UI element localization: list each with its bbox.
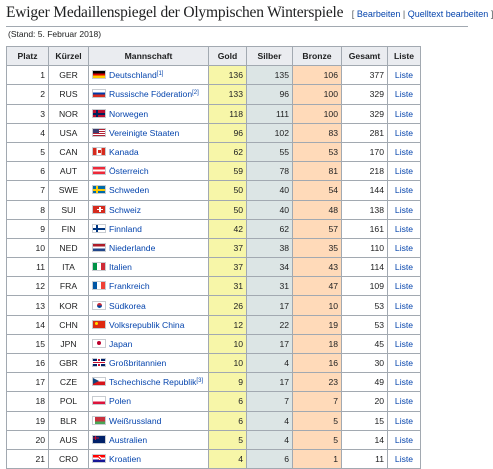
total-cell: 53 bbox=[342, 296, 388, 315]
header-total[interactable]: Gesamt bbox=[342, 47, 388, 66]
total-cell: 15 bbox=[342, 411, 388, 430]
table-row bbox=[7, 449, 421, 468]
list-cell bbox=[388, 104, 421, 123]
header-gold[interactable]: Gold bbox=[209, 47, 247, 66]
flag-ger-icon bbox=[92, 70, 106, 79]
silver-cell: 62 bbox=[247, 219, 293, 238]
code-cell: FIN bbox=[49, 219, 89, 238]
team-link[interactable]: Deutschland bbox=[109, 70, 157, 81]
code-cell: RUS bbox=[49, 85, 89, 104]
list-link[interactable]: Liste bbox=[394, 185, 414, 196]
team-cell bbox=[89, 123, 209, 142]
rank-cell: 9 bbox=[7, 219, 49, 238]
gold-cell: 50 bbox=[209, 181, 247, 200]
silver-cell: 135 bbox=[247, 66, 293, 85]
team-link[interactable]: Finnland bbox=[109, 223, 142, 234]
table-row bbox=[7, 219, 421, 238]
list-cell bbox=[388, 411, 421, 430]
edit-separator: | bbox=[402, 9, 406, 19]
total-cell: 109 bbox=[342, 277, 388, 296]
list-cell bbox=[388, 162, 421, 181]
list-link[interactable]: Liste bbox=[394, 204, 414, 215]
team-link[interactable]: Großbritannien bbox=[109, 358, 167, 369]
list-cell bbox=[388, 277, 421, 296]
team-cell bbox=[89, 85, 209, 104]
code-cell: GER bbox=[49, 66, 89, 85]
header-silver[interactable]: Silber bbox=[247, 47, 293, 66]
rank-cell: 7 bbox=[7, 181, 49, 200]
list-link[interactable]: Liste bbox=[394, 166, 414, 177]
list-link[interactable]: Liste bbox=[394, 223, 414, 234]
list-link[interactable]: Liste bbox=[394, 281, 414, 292]
list-cell bbox=[388, 392, 421, 411]
team-link[interactable]: Japan bbox=[109, 338, 133, 349]
flag-nor-icon bbox=[92, 109, 106, 118]
team-cell bbox=[89, 277, 209, 296]
team-link[interactable]: Vereinigte Staaten bbox=[109, 127, 180, 138]
flag-aut-icon bbox=[92, 166, 106, 175]
list-link[interactable]: Liste bbox=[394, 358, 414, 369]
table-row bbox=[7, 181, 421, 200]
team-cell bbox=[89, 181, 209, 200]
header-code[interactable]: Kürzel bbox=[49, 47, 89, 66]
section-heading bbox=[6, 2, 489, 27]
bronze-cell: 100 bbox=[293, 104, 342, 123]
bronze-cell: 1 bbox=[293, 449, 342, 468]
code-cell: GBR bbox=[49, 354, 89, 373]
flag-ita-icon bbox=[92, 262, 106, 271]
silver-cell: 96 bbox=[247, 85, 293, 104]
code-cell: ITA bbox=[49, 258, 89, 277]
gold-cell: 96 bbox=[209, 123, 247, 142]
team-cell bbox=[89, 373, 209, 392]
bronze-cell: 57 bbox=[293, 219, 342, 238]
edit-bracket-open: [ bbox=[351, 9, 355, 19]
team-link[interactable]: Italien bbox=[109, 262, 132, 273]
table-row bbox=[7, 85, 421, 104]
rank-cell: 15 bbox=[7, 334, 49, 353]
silver-cell: 55 bbox=[247, 142, 293, 161]
code-cell: AUS bbox=[49, 430, 89, 449]
total-cell: 138 bbox=[342, 200, 388, 219]
code-cell: JPN bbox=[49, 334, 89, 353]
rank-cell: 10 bbox=[7, 238, 49, 257]
rank-cell: 8 bbox=[7, 200, 49, 219]
list-link[interactable]: Liste bbox=[394, 262, 414, 273]
team-cell bbox=[89, 296, 209, 315]
total-cell: 45 bbox=[342, 334, 388, 353]
flag-blr-icon bbox=[92, 416, 106, 425]
header-rank[interactable]: Platz bbox=[7, 47, 49, 66]
team-link[interactable]: Tschechische Republik bbox=[109, 377, 197, 388]
gold-cell: 42 bbox=[209, 219, 247, 238]
list-link[interactable]: Liste bbox=[394, 454, 414, 465]
team-link[interactable]: Frankreich bbox=[109, 281, 150, 292]
list-cell bbox=[388, 449, 421, 468]
list-link[interactable]: Liste bbox=[394, 434, 414, 445]
flag-ned-icon bbox=[92, 243, 106, 252]
table-row bbox=[7, 66, 421, 85]
code-cell: AUT bbox=[49, 162, 89, 181]
silver-cell: 6 bbox=[247, 449, 293, 468]
flag-fra-icon bbox=[92, 281, 106, 290]
gold-cell: 10 bbox=[209, 354, 247, 373]
silver-cell: 4 bbox=[247, 354, 293, 373]
flag-fin-icon bbox=[92, 224, 106, 233]
total-cell: 281 bbox=[342, 123, 388, 142]
team-cell bbox=[89, 219, 209, 238]
code-cell: CHN bbox=[49, 315, 89, 334]
flag-swe-icon bbox=[92, 185, 106, 194]
list-link[interactable]: Liste bbox=[394, 242, 414, 253]
list-cell bbox=[388, 200, 421, 219]
flag-pol-icon bbox=[92, 396, 106, 405]
team-link[interactable]: Australien bbox=[109, 434, 148, 445]
bronze-cell: 19 bbox=[293, 315, 342, 334]
flag-gbr-icon bbox=[92, 358, 106, 367]
code-cell: SUI bbox=[49, 200, 89, 219]
rank-cell: 1 bbox=[7, 66, 49, 85]
rank-cell: 20 bbox=[7, 430, 49, 449]
total-cell: 144 bbox=[342, 181, 388, 200]
rank-cell: 19 bbox=[7, 411, 49, 430]
edit-source-link[interactable]: Quelltext bearbeiten bbox=[407, 9, 489, 19]
total-cell: 20 bbox=[342, 392, 388, 411]
bronze-cell: 106 bbox=[293, 66, 342, 85]
team-link[interactable]: Niederlande bbox=[109, 242, 156, 253]
silver-cell: 22 bbox=[247, 315, 293, 334]
list-link[interactable]: Liste bbox=[394, 70, 414, 81]
total-cell: 49 bbox=[342, 373, 388, 392]
list-link[interactable]: Liste bbox=[394, 89, 414, 100]
flag-cro-icon bbox=[92, 454, 106, 463]
edit-section-links bbox=[352, 9, 493, 19]
rank-cell: 11 bbox=[7, 258, 49, 277]
code-cell: NED bbox=[49, 238, 89, 257]
silver-cell: 38 bbox=[247, 238, 293, 257]
table-row bbox=[7, 123, 421, 142]
silver-cell: 40 bbox=[247, 181, 293, 200]
rank-cell: 14 bbox=[7, 315, 49, 334]
table-row bbox=[7, 373, 421, 392]
list-cell bbox=[388, 296, 421, 315]
code-cell: BLR bbox=[49, 411, 89, 430]
total-cell: 329 bbox=[342, 85, 388, 104]
list-link[interactable]: Liste bbox=[394, 377, 414, 388]
silver-cell: 34 bbox=[247, 258, 293, 277]
stand-note: (Stand: 5. Februar 2018) bbox=[8, 29, 102, 39]
bronze-cell: 10 bbox=[293, 296, 342, 315]
gold-cell: 37 bbox=[209, 238, 247, 257]
table-row bbox=[7, 430, 421, 449]
silver-cell: 17 bbox=[247, 334, 293, 353]
rank-cell: 13 bbox=[7, 296, 49, 315]
team-cell bbox=[89, 258, 209, 277]
rank-cell: 17 bbox=[7, 373, 49, 392]
team-cell bbox=[89, 200, 209, 219]
team-link[interactable]: Polen bbox=[109, 396, 131, 407]
footnote-link[interactable]: [1] bbox=[156, 71, 164, 78]
table-row bbox=[7, 200, 421, 219]
rank-cell: 6 bbox=[7, 162, 49, 181]
rank-cell: 4 bbox=[7, 123, 49, 142]
code-cell: CAN bbox=[49, 142, 89, 161]
table-row bbox=[7, 277, 421, 296]
team-cell bbox=[89, 238, 209, 257]
list-link[interactable]: Liste bbox=[394, 415, 414, 426]
flag-kor-icon bbox=[92, 301, 106, 310]
total-cell: 218 bbox=[342, 162, 388, 181]
table-row bbox=[7, 411, 421, 430]
bronze-cell: 5 bbox=[293, 430, 342, 449]
team-cell bbox=[89, 449, 209, 468]
list-link[interactable]: Liste bbox=[394, 108, 414, 119]
rank-cell: 3 bbox=[7, 104, 49, 123]
gold-cell: 118 bbox=[209, 104, 247, 123]
list-cell bbox=[388, 181, 421, 200]
gold-cell: 136 bbox=[209, 66, 247, 85]
bronze-cell: 81 bbox=[293, 162, 342, 181]
total-cell: 114 bbox=[342, 258, 388, 277]
flag-rus-icon bbox=[92, 89, 106, 98]
header-row bbox=[7, 47, 421, 66]
code-cell: FRA bbox=[49, 277, 89, 296]
flag-can-icon bbox=[92, 147, 106, 156]
bronze-cell: 16 bbox=[293, 354, 342, 373]
bronze-cell: 54 bbox=[293, 181, 342, 200]
total-cell: 170 bbox=[342, 142, 388, 161]
gold-cell: 9 bbox=[209, 373, 247, 392]
rank-cell: 5 bbox=[7, 142, 49, 161]
code-cell: KOR bbox=[49, 296, 89, 315]
gold-cell: 31 bbox=[209, 277, 247, 296]
team-cell bbox=[89, 162, 209, 181]
gold-cell: 62 bbox=[209, 142, 247, 161]
team-cell bbox=[89, 315, 209, 334]
bronze-cell: 35 bbox=[293, 238, 342, 257]
bronze-cell: 53 bbox=[293, 142, 342, 161]
team-link[interactable]: Schweiz bbox=[109, 204, 141, 215]
team-link[interactable]: Weißrussland bbox=[109, 415, 162, 426]
flag-cze-icon bbox=[92, 377, 106, 386]
gold-cell: 133 bbox=[209, 85, 247, 104]
team-cell bbox=[89, 66, 209, 85]
team-cell bbox=[89, 354, 209, 373]
table-row bbox=[7, 354, 421, 373]
team-link[interactable]: Österreich bbox=[109, 166, 149, 177]
silver-cell: 7 bbox=[247, 392, 293, 411]
list-link[interactable]: Liste bbox=[394, 396, 414, 407]
team-link[interactable]: Kanada bbox=[109, 147, 139, 158]
edit-link[interactable]: Bearbeiten bbox=[356, 9, 401, 19]
list-link[interactable]: Liste bbox=[394, 319, 414, 330]
table-row bbox=[7, 315, 421, 334]
table-row bbox=[7, 392, 421, 411]
list-cell bbox=[388, 315, 421, 334]
header-team[interactable]: Mannschaft bbox=[89, 47, 209, 66]
team-cell bbox=[89, 411, 209, 430]
bronze-cell: 43 bbox=[293, 258, 342, 277]
gold-cell: 10 bbox=[209, 334, 247, 353]
gold-cell: 26 bbox=[209, 296, 247, 315]
list-cell bbox=[388, 334, 421, 353]
silver-cell: 4 bbox=[247, 411, 293, 430]
bronze-cell: 83 bbox=[293, 123, 342, 142]
table-row bbox=[7, 334, 421, 353]
silver-cell: 111 bbox=[247, 104, 293, 123]
rank-cell: 18 bbox=[7, 392, 49, 411]
team-link[interactable]: Schweden bbox=[109, 185, 150, 196]
flag-usa-icon bbox=[92, 128, 106, 137]
total-cell: 53 bbox=[342, 315, 388, 334]
team-cell bbox=[89, 104, 209, 123]
table-row bbox=[7, 142, 421, 161]
table-row bbox=[7, 296, 421, 315]
silver-cell: 102 bbox=[247, 123, 293, 142]
total-cell: 14 bbox=[342, 430, 388, 449]
silver-cell: 40 bbox=[247, 200, 293, 219]
silver-cell: 78 bbox=[247, 162, 293, 181]
bronze-cell: 47 bbox=[293, 277, 342, 296]
team-link[interactable]: Südkorea bbox=[109, 300, 146, 311]
header-list[interactable]: Liste bbox=[388, 47, 421, 66]
rank-cell: 21 bbox=[7, 449, 49, 468]
rank-cell: 12 bbox=[7, 277, 49, 296]
footnote-link[interactable]: [2] bbox=[192, 90, 199, 97]
silver-cell: 31 bbox=[247, 277, 293, 296]
bronze-cell: 23 bbox=[293, 373, 342, 392]
bronze-cell: 48 bbox=[293, 200, 342, 219]
total-cell: 377 bbox=[342, 66, 388, 85]
bronze-cell: 100 bbox=[293, 85, 342, 104]
list-cell bbox=[388, 123, 421, 142]
gold-cell: 59 bbox=[209, 162, 247, 181]
table-body bbox=[7, 66, 421, 469]
list-link[interactable]: Liste bbox=[394, 338, 414, 349]
total-cell: 30 bbox=[342, 354, 388, 373]
code-cell: SWE bbox=[49, 181, 89, 200]
team-link[interactable]: Norwegen bbox=[109, 108, 149, 119]
flag-aus-icon bbox=[92, 435, 106, 444]
list-link[interactable]: Liste bbox=[394, 300, 414, 311]
total-cell: 11 bbox=[342, 449, 388, 468]
team-cell bbox=[89, 334, 209, 353]
flag-jpn-icon bbox=[92, 339, 106, 348]
gold-cell: 37 bbox=[209, 258, 247, 277]
table-row bbox=[7, 104, 421, 123]
list-cell bbox=[388, 85, 421, 104]
medal-table bbox=[6, 46, 421, 469]
team-cell bbox=[89, 430, 209, 449]
total-cell: 161 bbox=[342, 219, 388, 238]
section-title: Ewiger Medaillenspiegel der Olympischen Winterspiele bbox=[6, 4, 344, 21]
rank-cell: 2 bbox=[7, 85, 49, 104]
list-cell bbox=[388, 430, 421, 449]
header-bronze[interactable]: Bronze bbox=[293, 47, 342, 66]
flag-chn-icon bbox=[92, 320, 106, 329]
footnote-link[interactable]: [3] bbox=[196, 378, 204, 385]
silver-cell: 4 bbox=[247, 430, 293, 449]
table-row bbox=[7, 258, 421, 277]
silver-cell: 17 bbox=[247, 373, 293, 392]
rank-cell: 16 bbox=[7, 354, 49, 373]
gold-cell: 50 bbox=[209, 200, 247, 219]
team-link[interactable]: Russische Föderation bbox=[109, 89, 193, 100]
team-link[interactable]: Kroatien bbox=[109, 454, 142, 465]
code-cell: POL bbox=[49, 392, 89, 411]
total-cell: 329 bbox=[342, 104, 388, 123]
bronze-cell: 18 bbox=[293, 334, 342, 353]
code-cell: CRO bbox=[49, 449, 89, 468]
list-link[interactable]: Liste bbox=[394, 127, 414, 138]
table-row bbox=[7, 238, 421, 257]
team-link[interactable]: Volksrepublik China bbox=[109, 319, 185, 330]
code-cell: NOR bbox=[49, 104, 89, 123]
list-cell bbox=[388, 219, 421, 238]
bronze-cell: 7 bbox=[293, 392, 342, 411]
code-cell: CZE bbox=[49, 373, 89, 392]
total-cell: 110 bbox=[342, 238, 388, 257]
flag-sui-icon bbox=[92, 205, 106, 214]
list-cell bbox=[388, 142, 421, 161]
gold-cell: 6 bbox=[209, 392, 247, 411]
list-link[interactable]: Liste bbox=[394, 147, 414, 158]
team-cell bbox=[89, 392, 209, 411]
bronze-cell: 5 bbox=[293, 411, 342, 430]
gold-cell: 4 bbox=[209, 449, 247, 468]
list-cell bbox=[388, 66, 421, 85]
list-cell bbox=[388, 238, 421, 257]
silver-cell: 17 bbox=[247, 296, 293, 315]
table-row bbox=[7, 162, 421, 181]
gold-cell: 5 bbox=[209, 430, 247, 449]
list-cell bbox=[388, 373, 421, 392]
gold-cell: 6 bbox=[209, 411, 247, 430]
list-cell bbox=[388, 354, 421, 373]
team-cell bbox=[89, 142, 209, 161]
list-cell bbox=[388, 258, 421, 277]
code-cell: USA bbox=[49, 123, 89, 142]
gold-cell: 12 bbox=[209, 315, 247, 334]
